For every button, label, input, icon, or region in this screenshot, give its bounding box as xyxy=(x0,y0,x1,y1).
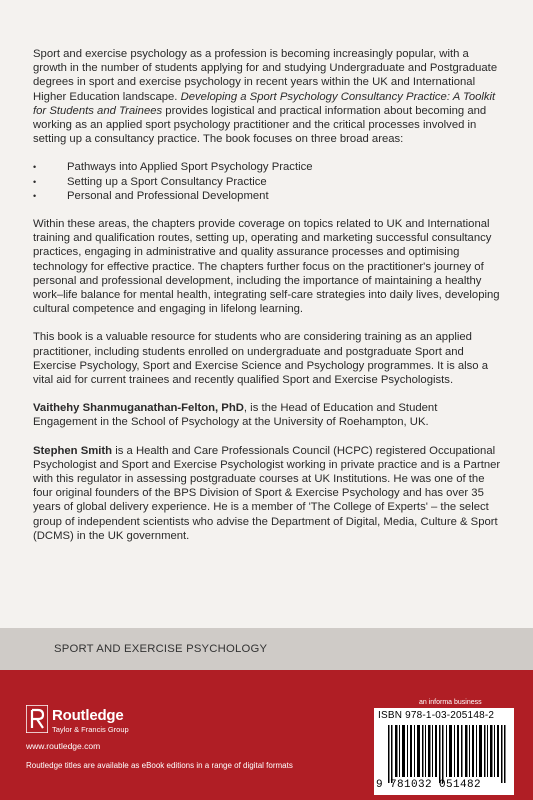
author1-bio-text: , is the Head of Education and Student Engagement in the School of Psychology at the University of Roehampton, UK. xyxy=(33,402,438,429)
isbn-barcode-box xyxy=(374,708,514,795)
coverage-paragraph: Within these areas, the chapters provide coverage on topics related to UK and International training and qualification routes, setting up, operating and marketing successful consultancy practices, engaging in administrative and quality assurance processes and optimising technology for effective practice. The chapters further focus on the practitioner's journey of personal and professional development, including the importance of maintaining a healthy work–life balance for mental health, integrating self-care strategies into daily lives, developing cultural competence and engaging in lifelong learning. xyxy=(33,218,500,316)
audience-paragraph: This book is a valuable resource for students who are considering training as an applied practitioner, including students enrolled on undergraduate and postgraduate Sport and Exercise Psychology, Sport and Exercise Science and Psychology programmes. It is also a vital aid for current trainees and recently qualified Sport and Exercise Psychologists. xyxy=(33,331,489,387)
author2-bio-text: is a Health and Care Professionals Council (HCPC) registered Occupational Psychologist and Sport and Exercise Psychologist working in private practice and is a Partner with this regulator in assessing postgraduate courses at UK Institutions. He was one of the four original founders of the BPS Division of Sport & Exercise Psychology and has over 35 years of global delivery experience. He is a member of 'The College of Experts' – the select group of independent scientists who advise the Department of Digital, Media, Culture & Sport (DCMS) in the UK government. xyxy=(33,444,501,542)
barcode-icon xyxy=(388,725,510,783)
subject-label: SPORT AND EXERCISE PSYCHOLOGY xyxy=(54,643,268,655)
intro-lead: Sport and exercise psychology as a profession is becoming increasingly popular, with a growth in the number of students applying for and studying Undergraduate and Postgraduate degrees in sport and exercise psychology in recent years within the UK and International Higher Education landscape. xyxy=(33,48,498,103)
list-item: • Personal and Professional Development xyxy=(33,189,503,203)
isbn-label: ISBN 978-1-03-205148-2 xyxy=(378,710,495,721)
focus-areas-list xyxy=(33,160,503,203)
subject-band xyxy=(0,628,533,670)
publisher-group: Taylor & Francis Group xyxy=(52,725,129,734)
publisher-panel xyxy=(0,670,533,800)
back-cover-text xyxy=(33,47,503,557)
author1-bio xyxy=(33,401,503,429)
list-item: • Pathways into Applied Sport Psychology Practice xyxy=(33,160,503,174)
publisher-name: Routledge xyxy=(52,707,124,724)
author2-name: Stephen Smith xyxy=(33,444,113,457)
list-item: • Setting up a Sport Consultancy Practice xyxy=(33,175,503,189)
intro-tail: provides logistical and practical information about becoming and working as an applied sport psychology practitioner and the critical processes involved in setting up a consultancy practice. The book focuses on three broad areas: xyxy=(33,104,487,146)
book-title: Developing a Sport Psychology Consultancy Practice: A Toolkit for Students and Trainees xyxy=(33,90,496,117)
publisher-website[interactable]: www.routledge.com xyxy=(26,741,101,751)
author1-name: Vaithehy Shanmuganathan-Felton, PhD xyxy=(33,402,244,415)
ebook-note: Routledge titles are available as eBook editions in a range of digital formats xyxy=(26,761,293,770)
author2-bio xyxy=(33,444,503,543)
intro-paragraph xyxy=(33,47,503,146)
barcode-digits: 9 781032 051482 xyxy=(376,779,482,791)
informa-label: an informa business xyxy=(419,699,482,706)
routledge-r-logo-icon xyxy=(26,705,48,733)
